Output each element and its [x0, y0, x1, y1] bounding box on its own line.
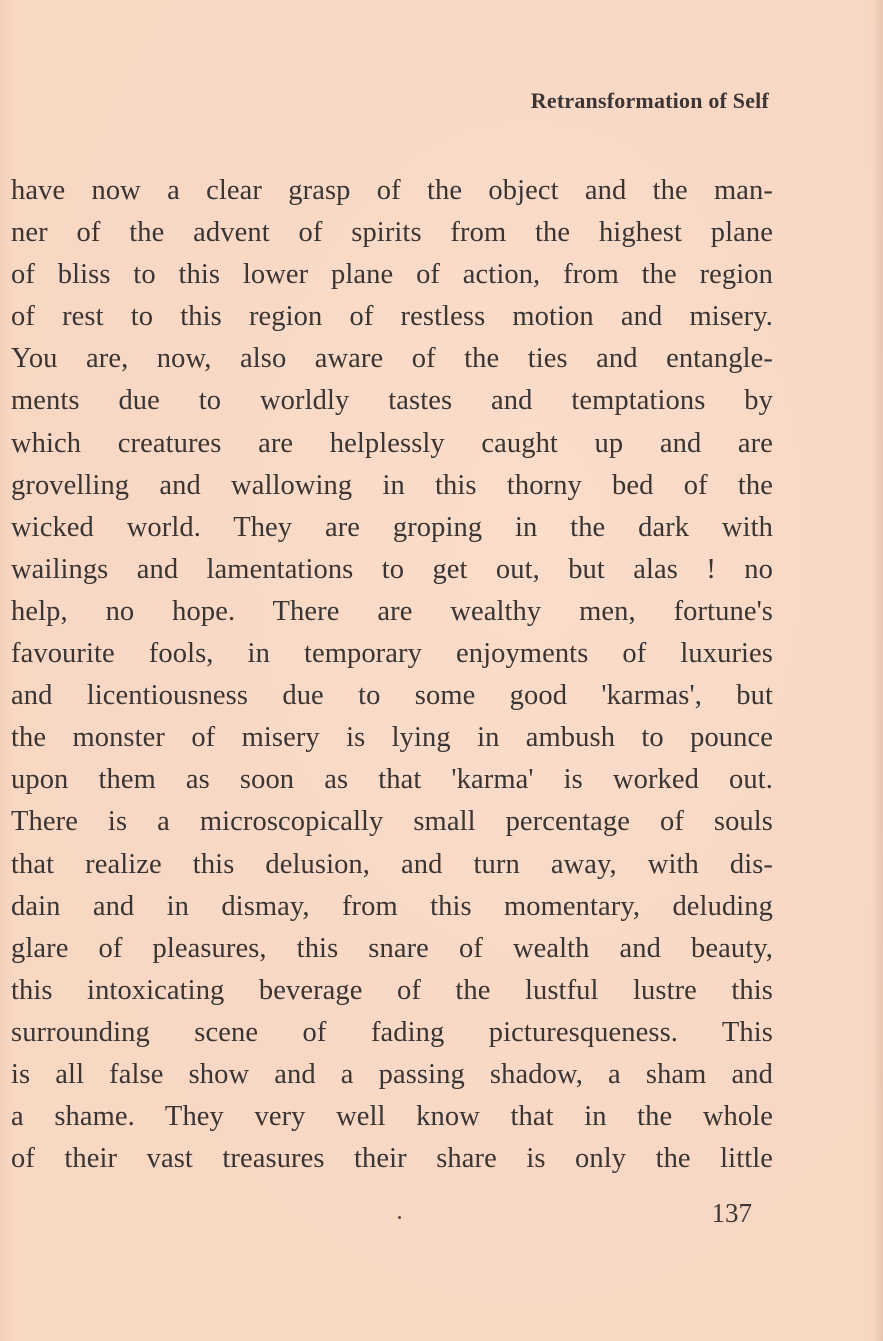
text-line: that realize this delusion, and turn away, with dis- — [11, 848, 773, 880]
text-line: is all false show and a passing shadow, a sham and — [11, 1058, 773, 1090]
text-line: this intoxicating beverage of the lustful lustre this — [11, 974, 773, 1006]
text-line: a shame. They very well know that in the whole — [11, 1101, 773, 1133]
text-line: of bliss to this lower plane of action, from the region — [11, 259, 773, 291]
text-line: of their vast treasures their share is only the little — [11, 1143, 773, 1175]
text-line: favourite fools, in temporary enjoyments of luxuries — [11, 638, 773, 670]
text-line: surrounding scene of fading picturesqueness. This — [11, 1016, 773, 1048]
text-line: wicked world. They are groping in the dark with — [11, 511, 773, 543]
text-line: There is a microscopically small percentage of souls — [11, 806, 773, 838]
text-line: You are, now, also aware of the ties and entangle- — [11, 343, 773, 375]
text-line: ments due to worldly tastes and temptations by — [11, 385, 773, 417]
page-edge-shadow — [871, 0, 883, 1341]
text-line: upon them as soon as that 'karma' is worked out. — [11, 764, 773, 796]
text-line: glare of pleasures, this snare of wealth and beauty, — [11, 932, 773, 964]
running-head: Retransformation of Self — [530, 88, 769, 113]
body-text — [11, 170, 773, 1180]
text-line: grovelling and wallowing in this thorny bed of the — [11, 469, 773, 501]
text-line: the monster of misery is lying in ambush to pounce — [11, 722, 773, 754]
text-line: and licentiousness due to some good 'karmas', but — [11, 680, 773, 712]
text-line: ner of the advent of spirits from the highest plane — [11, 217, 773, 249]
text-line: which creatures are helplessly caught up and are — [11, 427, 773, 459]
text-line: dain and in dismay, from this momentary, deluding — [11, 890, 773, 922]
text-line: help, no hope. There are wealthy men, fortune's — [11, 595, 773, 627]
page-number: 137 — [711, 1198, 752, 1228]
text-line: have now a clear grasp of the object and the man- — [11, 175, 773, 206]
text-line: wailings and lamentations to get out, but alas ! no — [11, 553, 773, 585]
text-line: of rest to this region of restless motion and misery. — [11, 301, 773, 333]
ink-speck — [398, 1216, 401, 1219]
